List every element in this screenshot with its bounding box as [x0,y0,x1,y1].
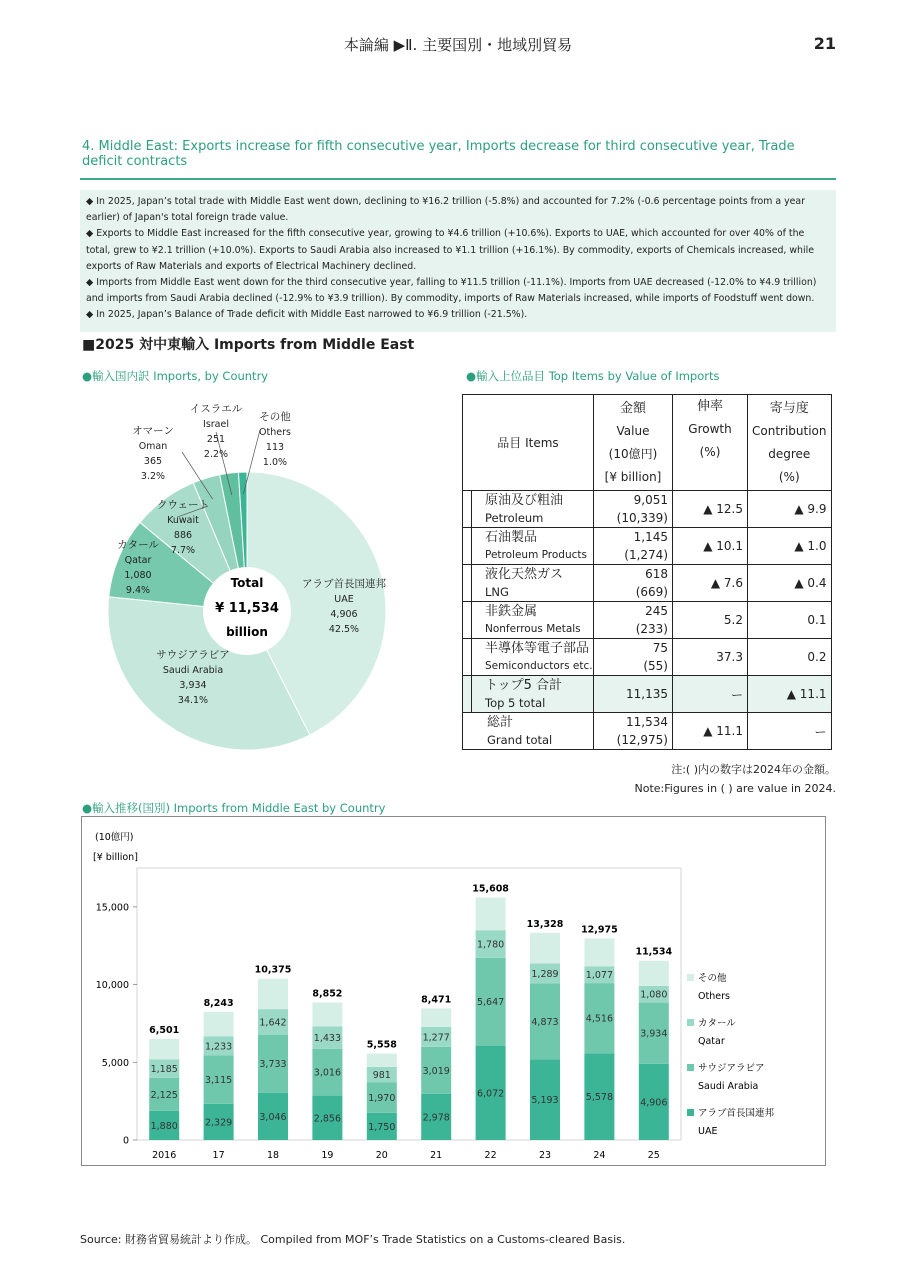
cell-value [594,491,673,528]
value-current: 1,145 [633,530,668,544]
bar-label-uae-24: 5,578 [585,1092,614,1104]
cell-value [594,676,673,713]
cell-growth: 37.3 [673,639,748,676]
bar-others-2016 [149,1039,179,1059]
cell-contribution: ▲ 9.9 [748,491,832,528]
bar-label-qatar-17: 1,233 [204,1041,233,1053]
cell-growth: ▲ 11.1 [673,713,748,750]
pie-label-uae-value: 4,906 [330,609,358,620]
legend-label-qatar-en: Qatar [698,1036,725,1047]
legend-label-qatar-ja: カタール [698,1018,736,1029]
pie-label-israel-ja: イスラエル [189,403,243,415]
imports-by-country-pie [80,382,410,752]
cell-growth: 5.2 [673,602,748,639]
bar-others-24 [584,938,614,966]
cell-growth: ▲ 10.1 [673,528,748,565]
y-tick-label: 10,000 [95,980,129,992]
bar-label-uae-25: 4,906 [640,1097,668,1109]
imports-heading: ■2025 対中東輸入 Imports from Middle East [82,337,415,353]
legend-label-uae-en: UAE [698,1126,718,1137]
bar-label-saudi-17: 3,115 [204,1075,233,1087]
x-tick-label-24: 24 [593,1150,606,1161]
bar-total-label-22: 15,608 [472,883,509,895]
x-tick-label-22: 22 [484,1150,497,1161]
th-contribution-ja: 寄与度 [769,400,809,416]
bar-label-qatar-24: 1,077 [585,970,614,982]
table-row-item-4 [463,602,832,639]
header-title: 本論編 ▶Ⅱ. 主要国別・地域別貿易 [343,36,573,54]
bar-label-qatar-2016: 1,185 [150,1064,178,1076]
table-row-item-1 [463,491,832,528]
cell-growth: ー [673,676,748,713]
bar-label-uae-17: 2,329 [204,1117,233,1129]
x-tick-label-25: 25 [647,1150,660,1161]
pie-label-saudi-value: 3,934 [179,680,207,691]
bar-label-uae-22: 6,072 [476,1088,505,1100]
cell-item [463,528,594,565]
bar-label-saudi-19: 3,016 [313,1067,342,1079]
item-ja: 液化天然ガス [485,567,564,582]
summary-paragraph-2: ◆ Exports to Middle East increased for the fifth consecutive year, growing to ¥4.6 trillion (+10.6%). Exports to UAE, which accounted for over 40% of the total, grew to ¥2.1 trillion (+10.0%). Exports to Saudi Arabia also increased to ¥1.1 trillion (+16.1%). By commodity, exports of Chemicals increased, while exports of Raw Materials and exports of Electrical Machinery declined. [86,228,814,272]
pie-label-qatar-ja: カタール [117,539,159,551]
value-current: 11,534 [626,715,668,729]
imports-trend-bar-chart [81,816,826,1166]
table-subheading: ●輸入上位品目 Top Items by Value of Imports [466,369,720,383]
bar-others-18 [258,979,288,1009]
table-notes [634,760,836,798]
legend-swatch-others [687,974,694,981]
bar-label-saudi-2016: 2,125 [150,1089,178,1101]
value-prev: (669) [635,585,668,599]
pie-label-oman-value: 365 [143,456,163,467]
item-ja: 総計 [487,715,514,730]
item-ja: 非鉄金属 [485,604,538,619]
pie-label-others-percent: 1.0% [262,457,288,468]
pie-label-qatar-value: 1,080 [124,570,152,581]
pie-label-uae-percent: 42.5% [328,624,360,635]
pie-label-uae-ja: アラブ首長国連邦 [302,578,386,590]
cell-value [594,602,673,639]
pie-label-oman-percent: 3.2% [140,471,166,482]
item-en: Top 5 total [485,696,546,710]
cell-item [463,639,594,676]
note-ja: 注:( )内の数字は2024年の金額。 [671,763,836,776]
bar-others-19 [312,1002,342,1026]
pie-label-israel-value: 251 [206,434,226,445]
summary-paragraph-1: ◆ In 2025, Japan’s total trade with Middle East went down, declining to ¥16.2 trillion (-5.8%) and accounted for 7.2% (-0.6 percentage points from a year earlier) of Japan's total foreign trade value. [86,196,806,224]
bar-label-uae-2016: 1,880 [150,1120,178,1132]
th-value-unit-en: [¥ billion] [604,469,662,484]
table-row-item-2 [463,528,832,565]
pie-label-saudi-percent: 34.1% [177,695,209,706]
page-number: 21 [813,34,836,53]
cell-item [463,565,594,602]
pie-center-line2: ¥ 11,534 [215,601,279,616]
table-row-top5 [463,676,832,713]
bar-label-saudi-23: 4,873 [531,1016,559,1028]
bar-label-qatar-25: 1,080 [640,989,668,1001]
cell-value [594,713,673,750]
bar-total-label-17: 8,243 [203,997,234,1009]
pie-label-kuwait-ja: クウェート [156,499,210,511]
value-prev: (55) [643,659,668,673]
th-growth-en: Growth [688,422,732,436]
th-contribution-unit: (%) [778,469,800,484]
table-row-item-3 [463,565,832,602]
th-item-label: 品目 Items [497,436,559,450]
cell-contribution: ▲ 11.1 [748,676,832,713]
value-current: 245 [645,604,668,618]
item-ja: トップ5 合計 [485,678,563,693]
table-row-item-5 [463,639,832,676]
x-tick-label-18: 18 [266,1150,280,1161]
cell-contribution: 0.2 [748,639,832,676]
bar-label-saudi-25: 3,934 [640,1028,668,1040]
note-en: Note:Figures in ( ) are value in 2024. [634,782,836,795]
item-ja: 原油及び粗油 [485,493,564,508]
bar-label-qatar-23: 1,289 [531,969,559,981]
th-item [463,395,594,491]
bar-total-label-19: 8,852 [312,988,343,1000]
summary-paragraph-4: ◆ In 2025, Japan’s Balance of Trade deficit with Middle East narrowed to ¥6.9 trillion (-21.5%). [86,309,528,321]
x-tick-label-21: 21 [430,1150,443,1161]
item-ja: 半導体等電子部品 [485,641,590,656]
th-growth [673,395,748,491]
value-prev: (1,274) [624,548,668,562]
y-tick-label: 15,000 [95,902,129,914]
bar-label-qatar-20: 981 [372,1070,391,1082]
pie-label-qatar-percent: 9.4% [125,585,151,596]
bar-label-saudi-24: 4,516 [585,1013,614,1025]
y-tick-label: 0 [122,1135,129,1147]
pie-label-others-ja: その他 [259,411,291,423]
top-items-table [462,394,832,750]
pie-label-qatar-en: Qatar [124,555,152,566]
table-row-total [463,713,832,750]
cell-item [463,676,594,713]
x-tick-label-17: 17 [212,1150,225,1161]
bar-total-label-23: 13,328 [526,918,564,930]
th-value-ja: 金額 [619,400,646,416]
th-growth-unit: (%) [699,445,721,459]
legend-label-others-en: Others [698,991,730,1002]
source-note: Source: 財務省貿易統計より作成。 Compiled from MOF’s Trade Statistics on a Customs-cleared Basis. [80,1233,626,1246]
cell-growth: ▲ 7.6 [673,565,748,602]
item-en: Petroleum Products [485,549,587,561]
pie-label-saudi-ja: サウジアラビア [156,649,230,661]
cell-contribution: ▲ 0.4 [748,565,832,602]
bar-others-17 [204,1012,234,1036]
value-current: 75 [652,641,668,655]
y-unit-en: [¥ billion] [93,852,138,863]
pie-label-kuwait-en: Kuwait [167,515,199,526]
bar-label-saudi-21: 3,019 [422,1065,450,1077]
th-contribution [748,395,832,491]
bar-total-label-2016: 6,501 [149,1024,180,1036]
trend-subheading: ●輸入推移(国別) Imports from Middle East by Country [82,801,386,815]
item-en: Semiconductors etc. [485,660,593,672]
legend-label-uae-ja: アラブ首長国連邦 [698,1108,775,1119]
bar-total-label-24: 12,975 [581,924,618,936]
bar-others-23 [530,933,560,964]
value-current: 11,135 [626,687,668,701]
bar-label-saudi-18: 3,733 [259,1059,287,1071]
th-value-unit: (10億円) [608,446,658,461]
section-heading: 4. Middle East: Exports increase for fifth consecutive year, Imports decrease for third consecutive year, Trade deficit contracts [82,139,795,169]
bar-total-label-18: 10,375 [254,964,292,976]
x-tick-label-19: 19 [321,1150,334,1161]
bar-label-qatar-21: 1,277 [422,1032,450,1044]
bar-total-label-21: 8,471 [421,994,452,1006]
item-en: Nonferrous Metals [485,623,581,635]
th-contribution-en2: degree [768,446,811,461]
value-prev: (233) [635,622,668,636]
th-growth-ja: 伸率 [696,399,723,414]
bar-label-qatar-18: 1,642 [259,1017,287,1029]
pie-label-uae-en: UAE [334,594,354,605]
item-ja: 石油製品 [485,530,538,545]
legend-label-saudi-ja: サウジアラビア [698,1063,765,1074]
legend-label-saudi-en: Saudi Arabia [698,1081,759,1092]
pie-label-oman-en: Oman [138,441,168,452]
legend-swatch-qatar [687,1019,694,1026]
pie-label-kuwait-value: 886 [173,530,193,541]
th-value [594,395,673,491]
pie-label-kuwait-percent: 7.7% [170,545,196,556]
value-prev: (12,975) [616,733,668,747]
y-tick-label: 5,000 [101,1057,129,1069]
value-current: 618 [645,567,668,581]
value-prev: (10,339) [616,511,668,525]
bar-label-uae-18: 3,046 [259,1111,287,1123]
bar-others-22 [476,897,506,930]
x-tick-label-2016: 2016 [152,1150,177,1161]
cell-item [463,491,594,528]
pie-center-line3: billion [226,625,268,639]
pie-label-israel-percent: 2.2% [203,449,229,460]
legend-swatch-saudi [687,1064,694,1071]
cell-contribution: 0.1 [748,602,832,639]
bar-label-qatar-22: 1,780 [476,939,505,951]
pie-label-israel-en: Israel [203,419,229,430]
cell-value [594,565,673,602]
value-current: 9,051 [633,493,668,507]
cell-value [594,528,673,565]
th-value-en: Value [616,423,650,438]
legend-swatch-uae [687,1109,694,1116]
pie-label-oman-ja: オマーン [132,425,174,437]
x-tick-label-20: 20 [375,1150,388,1161]
item-en: LNG [485,585,509,599]
summary-box [80,190,836,332]
cell-contribution: ▲ 1.0 [748,528,832,565]
table-header-row [463,395,832,491]
cell-item [463,602,594,639]
pie-label-saudi-en: Saudi Arabia [162,665,224,676]
bar-others-25 [639,961,669,986]
section-divider [80,178,836,180]
bar-label-uae-23: 5,193 [531,1095,559,1107]
th-contribution-en: Contribution [752,423,827,438]
item-en: Petroleum [485,511,544,525]
bar-others-20 [367,1054,397,1067]
cell-item [463,713,594,750]
item-en: Grand total [487,733,553,747]
x-tick-label-23: 23 [538,1150,552,1161]
bar-total-label-20: 5,558 [366,1039,397,1051]
bar-label-uae-19: 2,856 [313,1113,342,1125]
y-unit-ja: (10億円) [95,832,134,843]
bar-label-qatar-19: 1,433 [313,1033,342,1045]
pie-label-others-value: 113 [265,442,285,453]
cell-value [594,639,673,676]
bar-label-saudi-22: 5,647 [476,997,505,1009]
bar-label-uae-20: 1,750 [368,1121,396,1133]
cell-growth: ▲ 12.5 [673,491,748,528]
bar-label-saudi-20: 1,970 [368,1092,396,1104]
pie-center-line1: Total [230,576,264,590]
bar-label-uae-21: 2,978 [422,1112,450,1124]
pie-label-others-en: Others [259,427,291,438]
cell-contribution: ー [748,713,832,750]
bar-total-label-25: 11,534 [635,946,673,958]
summary-paragraph-3: ◆ Imports from Middle East went down for the third consecutive year, falling to ¥11.5 trillion (-11.1%). Imports from UAE decreased (-12.0% to ¥4.9 trillion) and imports from Saudi Arabia declined (-12.9% to ¥3.9 trillion). By commodity, imports of Raw Materials increased, while imports of Foodstuff went down. [86,277,817,305]
pie-subheading: ●輸入国内訳 Imports, by Country [82,369,269,383]
bar-others-21 [421,1008,451,1027]
legend-label-others-ja: その他 [698,973,727,984]
